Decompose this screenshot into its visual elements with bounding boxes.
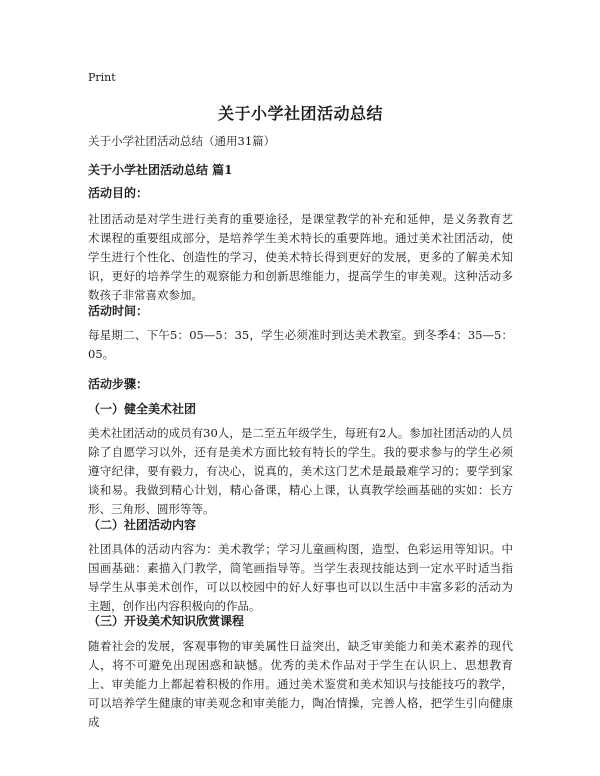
step1-heading: （一）健全美术社团 <box>88 402 197 416</box>
steps-heading: 活动步骤： <box>88 377 149 391</box>
step1-paragraph: 美术社团活动的成员有30人，是二至五年级学生，每班有2人。参加社团活动的人员除了自愿学习以外，还有是美术方面比较有特长的学生。我的要求参与的学生必须遵守纪律，要有毅力，有决心，说真的，美术这门艺术是最最难学习的；要学到家谈和易。我做到精心计划，精心备课，精心上课，认真教学绘画基础的实如：长方形、三角形、圆形等等。 <box>88 426 513 516</box>
goal-paragraph: 社团活动是对学生进行美育的重要途径，是课堂教学的补充和延伸，是义务教育艺术课程的重要组成部分，是培养学生美术特长的重要阵地。通过美术社团活动，使学生进行个性化、创造性的学习，使美术特长得到更好的发展，更多的了解美术知识，更好的培养学生的观察能力和创新思维能力，提高学生的审美观。这种活动多数孩子非常喜欢参加。 <box>88 212 513 302</box>
document-title: 关于小学社团活动总结 <box>217 104 383 123</box>
print-link[interactable]: Print <box>88 71 116 84</box>
step2-heading: （二）社团活动内容 <box>88 518 197 532</box>
document-subtitle: 关于小学社团活动总结（通用31篇） <box>88 134 276 148</box>
time-heading: 活动时间： <box>88 304 149 318</box>
step2-paragraph: 社团具体的活动内容为：美术教学；学习儿童画构图，造型、色彩运用等知识。中国画基础：素描入门教学，简笔画指导等。当学生表现技能达到一定水平时适当指导学生从事美术创作，可以以校园中的好人好事也可以以生活中丰富多彩的活动为主题，创作出内容积极向的作品。 <box>88 542 513 613</box>
step3-paragraph: 随着社会的发展，客观事物的审美属性日益突出，缺乏审美能力和美术素养的现代人，将不可避免出现困惑和缺憾。优秀的美术作品对于学生在认识上、思想教育上、审美能力上都起着积极的作用。通过美术鉴赏和美术知识与技能技巧的教学，可以培养学生健康的审美观念和审美能力，陶冶情操，完善人格，把学生引向健康成 <box>88 639 513 729</box>
step3-heading: （三）开设美术知识欣赏课程 <box>88 614 245 628</box>
time-paragraph: 每星期二、下午5：05—5：35，学生必须准时到达美术教室。到冬季4：35—5：05。 <box>88 328 513 361</box>
goal-heading: 活动目的： <box>88 186 149 200</box>
article-heading: 关于小学社团活动总结 篇1 <box>88 163 233 177</box>
